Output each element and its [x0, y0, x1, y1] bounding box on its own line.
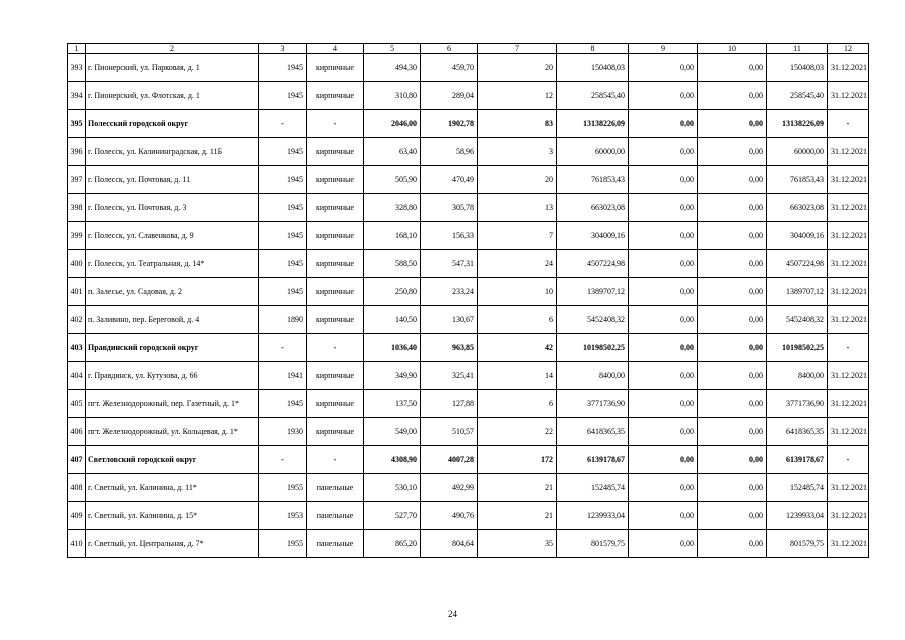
living-area-cell: 492,99	[421, 474, 478, 502]
total-area-cell: 494,30	[364, 54, 421, 82]
total-cost-cell: 10198502,25	[557, 334, 629, 362]
page-number: 24	[448, 609, 457, 619]
total-cost-cell: 13138226,09	[557, 110, 629, 138]
address-cell: Полесский городской округ	[86, 110, 259, 138]
header-cell: 12	[828, 44, 869, 54]
cost-col9-cell: 0,00	[629, 306, 698, 334]
wall-material-cell: кирпичные	[307, 138, 364, 166]
living-area-cell: 305,78	[421, 194, 478, 222]
total-area-cell: 588,50	[364, 250, 421, 278]
total-area-cell: 549,00	[364, 418, 421, 446]
table-row	[68, 502, 869, 530]
deadline-cell: 31.12.2021	[828, 278, 869, 306]
wall-material-cell: кирпичные	[307, 250, 364, 278]
row-number-cell: 404	[68, 362, 86, 390]
deadline-cell: 31.12.2021	[828, 194, 869, 222]
cost-col11-cell: 663023,08	[767, 194, 828, 222]
row-number-cell: 397	[68, 166, 86, 194]
row-number-cell: 401	[68, 278, 86, 306]
address-cell: г. Правдинск, ул. Кутузова, д. 66	[86, 362, 259, 390]
living-area-cell: 490,76	[421, 502, 478, 530]
cost-col9-cell: 0,00	[629, 222, 698, 250]
row-number-cell: 406	[68, 418, 86, 446]
living-area-cell: 1902,78	[421, 110, 478, 138]
row-number-cell: 409	[68, 502, 86, 530]
cost-col10-cell: 0,00	[698, 110, 767, 138]
wall-material-cell: -	[307, 110, 364, 138]
living-area-cell: 233,24	[421, 278, 478, 306]
cost-col10-cell: 0,00	[698, 138, 767, 166]
total-cost-cell: 1389707,12	[557, 278, 629, 306]
total-area-cell: 349,90	[364, 362, 421, 390]
total-area-cell: 527,70	[364, 502, 421, 530]
header-cell: 3	[259, 44, 307, 54]
cost-col9-cell: 0,00	[629, 278, 698, 306]
table-row	[68, 166, 869, 194]
address-cell: г. Полесск, ул. Славенкова, д. 9	[86, 222, 259, 250]
total-area-cell: 1036,40	[364, 334, 421, 362]
row-number-cell: 395	[68, 110, 86, 138]
header-cell: 8	[557, 44, 629, 54]
total-cost-cell: 6139178,67	[557, 446, 629, 474]
total-area-cell: 4308,90	[364, 446, 421, 474]
living-area-cell: 963,85	[421, 334, 478, 362]
residents-cell: 20	[478, 54, 557, 82]
deadline-cell: 31.12.2021	[828, 222, 869, 250]
living-area-cell: 130,67	[421, 306, 478, 334]
cost-col11-cell: 8400,00	[767, 362, 828, 390]
year-cell: -	[259, 446, 307, 474]
total-cost-cell: 1239933,04	[557, 502, 629, 530]
living-area-cell: 4007,28	[421, 446, 478, 474]
wall-material-cell: кирпичные	[307, 418, 364, 446]
wall-material-cell: кирпичные	[307, 82, 364, 110]
wall-material-cell: кирпичные	[307, 194, 364, 222]
cost-col11-cell: 258545,40	[767, 82, 828, 110]
address-cell: г. Полесск, ул. Калининградская, д. 11Б	[86, 138, 259, 166]
row-number-cell: 399	[68, 222, 86, 250]
table-row	[68, 306, 869, 334]
residents-cell: 6	[478, 390, 557, 418]
cost-col11-cell: 761853,43	[767, 166, 828, 194]
cost-col11-cell: 1239933,04	[767, 502, 828, 530]
subtotal-row	[68, 334, 869, 362]
residents-cell: 24	[478, 250, 557, 278]
deadline-cell: 31.12.2021	[828, 362, 869, 390]
wall-material-cell: кирпичные	[307, 390, 364, 418]
living-area-cell: 127,88	[421, 390, 478, 418]
cost-col10-cell: 0,00	[698, 334, 767, 362]
cost-col10-cell: 0,00	[698, 82, 767, 110]
residents-cell: 7	[478, 222, 557, 250]
total-cost-cell: 3771736,90	[557, 390, 629, 418]
year-cell: 1945	[259, 166, 307, 194]
residents-cell: 13	[478, 194, 557, 222]
living-area-cell: 459,70	[421, 54, 478, 82]
deadline-cell: 31.12.2021	[828, 474, 869, 502]
living-area-cell: 325,41	[421, 362, 478, 390]
total-cost-cell: 152485,74	[557, 474, 629, 502]
table-body	[68, 44, 869, 558]
residents-cell: 42	[478, 334, 557, 362]
cost-col10-cell: 0,00	[698, 390, 767, 418]
cost-col11-cell: 6418365,35	[767, 418, 828, 446]
total-area-cell: 310,80	[364, 82, 421, 110]
year-cell: 1955	[259, 530, 307, 558]
year-cell: 1945	[259, 82, 307, 110]
total-area-cell: 2046,00	[364, 110, 421, 138]
deadline-cell: -	[828, 446, 869, 474]
address-cell: пгт. Железнодорожный, ул. Кольцевая, д. 1*	[86, 418, 259, 446]
wall-material-cell: кирпичные	[307, 166, 364, 194]
header-cell: 6	[421, 44, 478, 54]
cost-col10-cell: 0,00	[698, 166, 767, 194]
address-cell: г. Полесск, ул. Почтовая, д. 11	[86, 166, 259, 194]
deadline-cell: 31.12.2021	[828, 250, 869, 278]
table-row	[68, 418, 869, 446]
year-cell: 1953	[259, 502, 307, 530]
cost-col9-cell: 0,00	[629, 474, 698, 502]
cost-col10-cell: 0,00	[698, 250, 767, 278]
cost-col9-cell: 0,00	[629, 334, 698, 362]
residents-cell: 22	[478, 418, 557, 446]
living-area-cell: 470,49	[421, 166, 478, 194]
deadline-cell: 31.12.2021	[828, 502, 869, 530]
data-table	[67, 43, 869, 558]
table-row	[68, 278, 869, 306]
residents-cell: 3	[478, 138, 557, 166]
table-row	[68, 390, 869, 418]
year-cell: 1890	[259, 306, 307, 334]
cost-col10-cell: 0,00	[698, 278, 767, 306]
residents-cell: 10	[478, 278, 557, 306]
year-cell: 1930	[259, 418, 307, 446]
wall-material-cell: кирпичные	[307, 278, 364, 306]
cost-col10-cell: 0,00	[698, 446, 767, 474]
residents-cell: 172	[478, 446, 557, 474]
row-number-cell: 398	[68, 194, 86, 222]
residents-cell: 14	[478, 362, 557, 390]
cost-col9-cell: 0,00	[629, 530, 698, 558]
table-row	[68, 250, 869, 278]
cost-col10-cell: 0,00	[698, 222, 767, 250]
cost-col9-cell: 0,00	[629, 362, 698, 390]
total-cost-cell: 801579,75	[557, 530, 629, 558]
cost-col10-cell: 0,00	[698, 418, 767, 446]
total-area-cell: 63,40	[364, 138, 421, 166]
total-area-cell: 137,50	[364, 390, 421, 418]
cost-col11-cell: 304009,16	[767, 222, 828, 250]
wall-material-cell: панельные	[307, 502, 364, 530]
address-cell: Правдинский городской округ	[86, 334, 259, 362]
table-row	[68, 474, 869, 502]
cost-col10-cell: 0,00	[698, 54, 767, 82]
living-area-cell: 289,04	[421, 82, 478, 110]
total-cost-cell: 663023,08	[557, 194, 629, 222]
total-area-cell: 530,10	[364, 474, 421, 502]
cost-col11-cell: 13138226,09	[767, 110, 828, 138]
row-number-cell: 410	[68, 530, 86, 558]
address-cell: г. Светлый, ул. Калинина, д. 15*	[86, 502, 259, 530]
living-area-cell: 58,96	[421, 138, 478, 166]
wall-material-cell: кирпичные	[307, 54, 364, 82]
cost-col9-cell: 0,00	[629, 250, 698, 278]
cost-col9-cell: 0,00	[629, 54, 698, 82]
total-cost-cell: 258545,40	[557, 82, 629, 110]
cost-col10-cell: 0,00	[698, 530, 767, 558]
cost-col9-cell: 0,00	[629, 194, 698, 222]
row-number-cell: 393	[68, 54, 86, 82]
year-cell: 1945	[259, 278, 307, 306]
address-cell: г. Полесск, ул. Почтовая, д. 3	[86, 194, 259, 222]
residents-cell: 21	[478, 502, 557, 530]
residents-cell: 83	[478, 110, 557, 138]
cost-col9-cell: 0,00	[629, 446, 698, 474]
table-row	[68, 222, 869, 250]
year-cell: 1955	[259, 474, 307, 502]
wall-material-cell: кирпичные	[307, 222, 364, 250]
year-cell: 1945	[259, 250, 307, 278]
header-cell: 11	[767, 44, 828, 54]
cost-col11-cell: 152485,74	[767, 474, 828, 502]
cost-col11-cell: 10198502,25	[767, 334, 828, 362]
row-number-cell: 396	[68, 138, 86, 166]
wall-material-cell: панельные	[307, 474, 364, 502]
total-cost-cell: 4507224,98	[557, 250, 629, 278]
year-cell: -	[259, 334, 307, 362]
subtotal-row	[68, 110, 869, 138]
cost-col9-cell: 0,00	[629, 418, 698, 446]
cost-col10-cell: 0,00	[698, 502, 767, 530]
cost-col9-cell: 0,00	[629, 138, 698, 166]
residents-cell: 35	[478, 530, 557, 558]
total-cost-cell: 5452408,32	[557, 306, 629, 334]
header-row	[68, 44, 869, 54]
cost-col11-cell: 4507224,98	[767, 250, 828, 278]
year-cell: -	[259, 110, 307, 138]
year-cell: 1945	[259, 222, 307, 250]
total-cost-cell: 304009,16	[557, 222, 629, 250]
address-cell: п. Заливино, пер. Береговой, д. 4	[86, 306, 259, 334]
header-cell: 5	[364, 44, 421, 54]
residents-cell: 12	[478, 82, 557, 110]
address-cell: Светловский городской округ	[86, 446, 259, 474]
header-cell: 2	[86, 44, 259, 54]
year-cell: 1945	[259, 194, 307, 222]
table-row	[68, 362, 869, 390]
total-area-cell: 865,20	[364, 530, 421, 558]
year-cell: 1945	[259, 54, 307, 82]
address-cell: г. Светлый, ул. Калинина, д. 11*	[86, 474, 259, 502]
address-cell: г. Полесск, ул. Театральная, д. 14*	[86, 250, 259, 278]
residents-cell: 6	[478, 306, 557, 334]
deadline-cell: 31.12.2021	[828, 418, 869, 446]
cost-col9-cell: 0,00	[629, 502, 698, 530]
deadline-cell: -	[828, 334, 869, 362]
living-area-cell: 547,31	[421, 250, 478, 278]
living-area-cell: 156,33	[421, 222, 478, 250]
deadline-cell: 31.12.2021	[828, 390, 869, 418]
total-area-cell: 250,80	[364, 278, 421, 306]
address-cell: пгт. Железнодорожный, пер. Газетный, д. 1*	[86, 390, 259, 418]
header-cell: 9	[629, 44, 698, 54]
deadline-cell: -	[828, 110, 869, 138]
deadline-cell: 31.12.2021	[828, 82, 869, 110]
total-cost-cell: 150408,03	[557, 54, 629, 82]
total-cost-cell: 8400,00	[557, 362, 629, 390]
cost-col11-cell: 6139178,67	[767, 446, 828, 474]
cost-col11-cell: 801579,75	[767, 530, 828, 558]
year-cell: 1941	[259, 362, 307, 390]
total-area-cell: 168,10	[364, 222, 421, 250]
cost-col10-cell: 0,00	[698, 306, 767, 334]
year-cell: 1945	[259, 390, 307, 418]
total-cost-cell: 60000,00	[557, 138, 629, 166]
wall-material-cell: панельные	[307, 530, 364, 558]
cost-col9-cell: 0,00	[629, 82, 698, 110]
row-number-cell: 408	[68, 474, 86, 502]
deadline-cell: 31.12.2021	[828, 138, 869, 166]
cost-col10-cell: 0,00	[698, 474, 767, 502]
living-area-cell: 510,57	[421, 418, 478, 446]
cost-col9-cell: 0,00	[629, 390, 698, 418]
row-number-cell: 402	[68, 306, 86, 334]
total-cost-cell: 761853,43	[557, 166, 629, 194]
wall-material-cell: кирпичные	[307, 306, 364, 334]
residents-cell: 21	[478, 474, 557, 502]
total-cost-cell: 6418365,35	[557, 418, 629, 446]
table-row	[68, 138, 869, 166]
table-row	[68, 82, 869, 110]
wall-material-cell: -	[307, 446, 364, 474]
address-cell: п. Залесье, ул. Садовая, д. 2	[86, 278, 259, 306]
cost-col10-cell: 0,00	[698, 362, 767, 390]
wall-material-cell: кирпичные	[307, 362, 364, 390]
deadline-cell: 31.12.2021	[828, 306, 869, 334]
row-number-cell: 405	[68, 390, 86, 418]
row-number-cell: 403	[68, 334, 86, 362]
header-cell: 1	[68, 44, 86, 54]
header-cell: 7	[478, 44, 557, 54]
row-number-cell: 400	[68, 250, 86, 278]
total-area-cell: 140,50	[364, 306, 421, 334]
cost-col9-cell: 0,00	[629, 166, 698, 194]
cost-col11-cell: 1389707,12	[767, 278, 828, 306]
residents-cell: 20	[478, 166, 557, 194]
cost-col11-cell: 150408,03	[767, 54, 828, 82]
cost-col11-cell: 60000,00	[767, 138, 828, 166]
cost-col9-cell: 0,00	[629, 110, 698, 138]
deadline-cell: 31.12.2021	[828, 166, 869, 194]
cost-col11-cell: 3771736,90	[767, 390, 828, 418]
total-area-cell: 505,90	[364, 166, 421, 194]
wall-material-cell: -	[307, 334, 364, 362]
subtotal-row	[68, 446, 869, 474]
address-cell: г. Пионерский, ул. Парковая, д. 1	[86, 54, 259, 82]
living-area-cell: 804,64	[421, 530, 478, 558]
header-cell: 10	[698, 44, 767, 54]
table-row	[68, 530, 869, 558]
cost-col10-cell: 0,00	[698, 194, 767, 222]
deadline-cell: 31.12.2021	[828, 530, 869, 558]
header-cell: 4	[307, 44, 364, 54]
total-area-cell: 328,80	[364, 194, 421, 222]
row-number-cell: 394	[68, 82, 86, 110]
cost-col11-cell: 5452408,32	[767, 306, 828, 334]
row-number-cell: 407	[68, 446, 86, 474]
table-row	[68, 54, 869, 82]
year-cell: 1945	[259, 138, 307, 166]
address-cell: г. Пионерский, ул. Флотская, д. 1	[86, 82, 259, 110]
address-cell: г. Светлый, ул. Центральная, д. 7*	[86, 530, 259, 558]
deadline-cell: 31.12.2021	[828, 54, 869, 82]
table-row	[68, 194, 869, 222]
